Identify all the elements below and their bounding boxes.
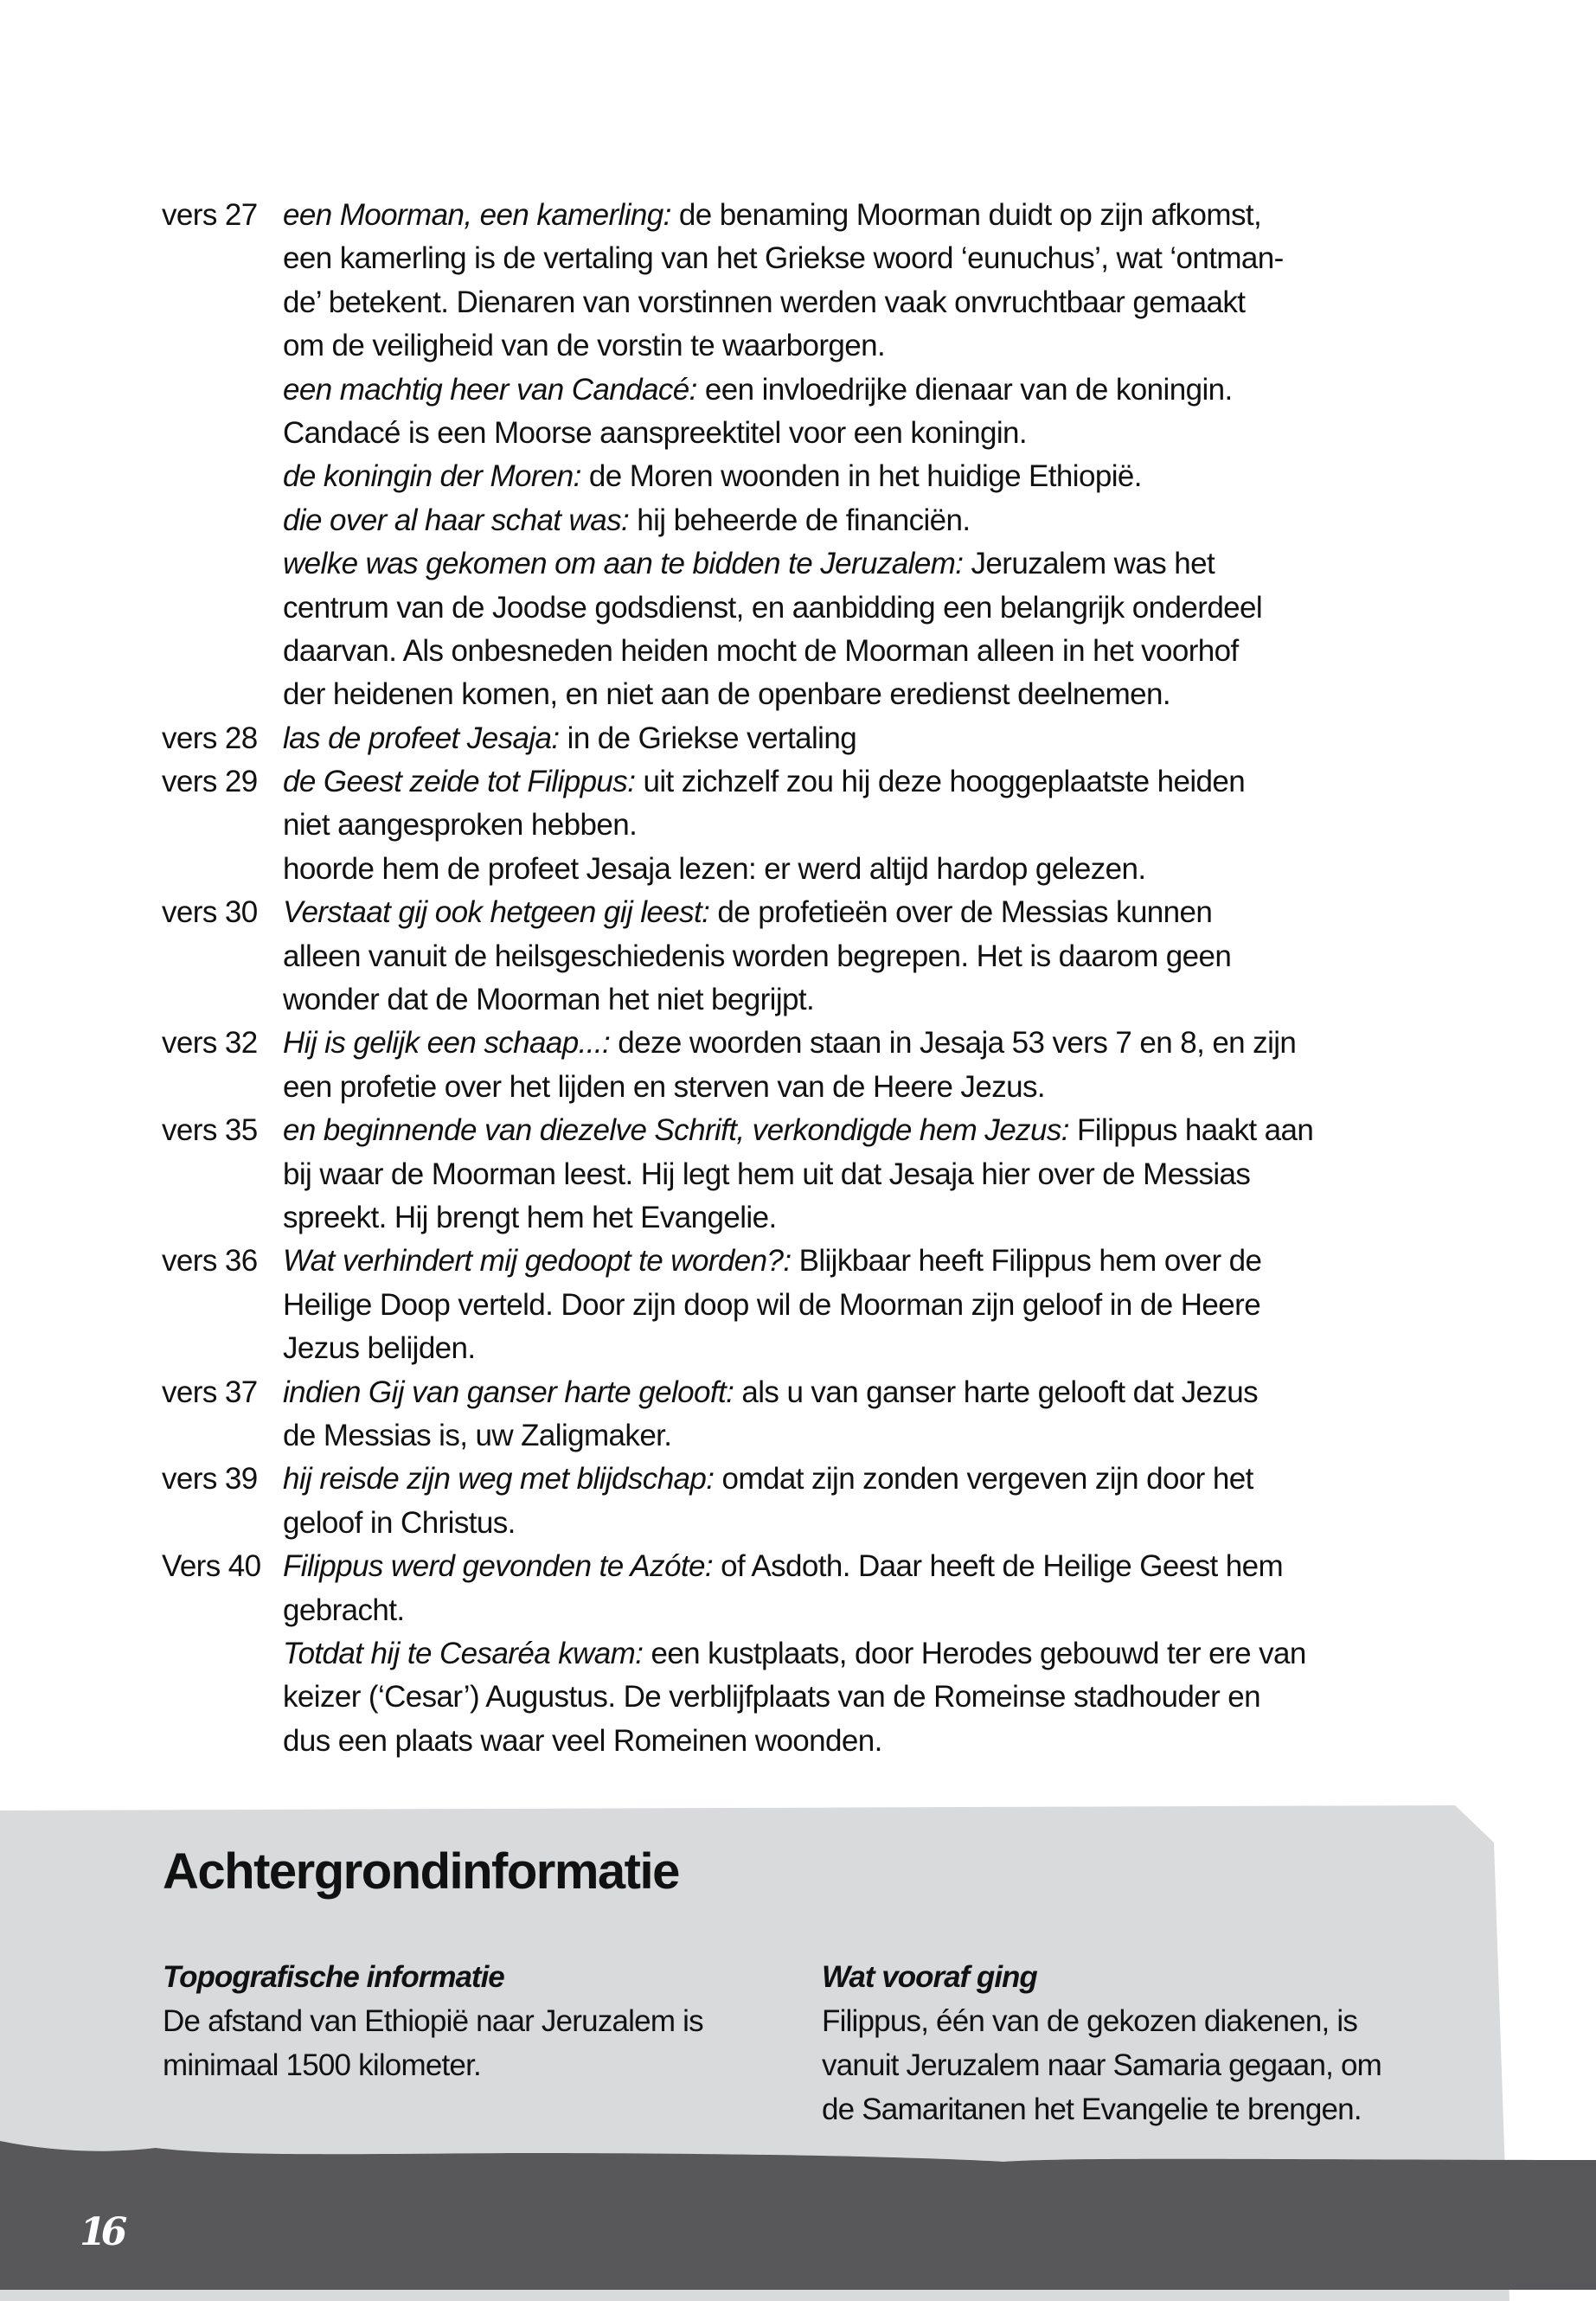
note-line	[162, 1414, 1459, 1458]
verse-label	[162, 412, 283, 455]
note-text	[283, 978, 814, 1022]
note-term: indien Gij van ganser harte gelooft:	[283, 1375, 734, 1409]
note-line	[162, 1153, 1459, 1196]
note-text	[283, 412, 1027, 455]
note-term: Filippus werd gevonden te Azóte:	[283, 1549, 714, 1584]
prior-events-column	[822, 1955, 1427, 2131]
note-line	[162, 1240, 1459, 1283]
verse-label	[162, 978, 283, 1022]
note-line	[162, 1022, 1459, 1065]
note-line	[162, 760, 1459, 804]
note-explanation: om de veiligheid van de vorstin te waarborgen.	[283, 329, 886, 363]
note-text	[283, 1196, 777, 1240]
note-term: de Geest zeide tot Filippus:	[283, 765, 636, 799]
note-explanation: keizer (‘Cesar’) Augustus. De verblijfplaats van de Romeinse stadhouder en	[283, 1680, 1260, 1715]
verse-label	[162, 1632, 283, 1676]
verse-notes	[162, 194, 1459, 1763]
note-term: las de profeet Jesaja:	[283, 721, 560, 755]
note-explanation: niet aangesproken hebben.	[283, 808, 638, 843]
prior-events-line: Filippus, één van de gekozen diakenen, is	[822, 2004, 1358, 2038]
note-line	[162, 281, 1459, 324]
section-heading: Achtergrondinformatie	[163, 1843, 679, 1900]
verse-label: vers 39	[162, 1462, 258, 1497]
note-line	[162, 455, 1459, 498]
note-text	[283, 760, 1245, 804]
note-line	[162, 630, 1459, 673]
note-explanation: dus een plaats waar veel Romeinen woonden.	[283, 1723, 882, 1758]
note-line	[162, 1676, 1459, 1719]
note-line	[162, 1284, 1459, 1327]
verse-label	[162, 1066, 283, 1109]
note-text	[283, 1371, 1258, 1414]
note-line	[162, 673, 1459, 716]
note-text	[283, 1414, 671, 1458]
note-term: Hij is gelijk een schaap...:	[283, 1026, 611, 1061]
verse-label	[162, 1153, 283, 1196]
note-line	[162, 542, 1459, 586]
note-explanation: daarvan. Als onbesneden heiden mocht de Moorman alleen in het voorhof	[283, 633, 1239, 668]
note-explanation: alleen vanuit de heilsgeschiedenis worden begrepen. Het is daarom geen	[283, 939, 1232, 973]
note-line	[162, 499, 1459, 542]
note-term: en beginnende van diezelve Schrift, verkondigde hem Jezus:	[283, 1113, 1069, 1148]
verse-label: vers 29	[162, 765, 258, 799]
note-line	[162, 1327, 1459, 1370]
note-explanation: Heilige Doop verteld. Door zijn doop wil de Moorman zijn geloof in de Heere	[283, 1287, 1261, 1322]
note-text	[283, 1327, 476, 1370]
verse-label	[162, 673, 283, 716]
note-explanation: als u van ganser harte gelooft dat Jezus	[734, 1375, 1259, 1409]
note-explanation: een profetie over het lijden en sterven van de Heere Jezus.	[283, 1069, 1045, 1104]
note-explanation: de profetieën over de Messias kunnen	[709, 895, 1213, 930]
verse-label: vers 27	[162, 198, 258, 232]
note-line	[162, 848, 1459, 891]
verse-label: vers 32	[162, 1026, 258, 1061]
note-explanation: deze woorden staan in Jesaja 53 vers 7 en 8, en zijn	[610, 1026, 1297, 1061]
note-explanation: Jezus belijden.	[283, 1331, 476, 1366]
topography-column	[163, 1955, 768, 2087]
note-explanation: der heidenen komen, en niet aan de openbare eredienst deelnemen.	[283, 677, 1171, 712]
note-explanation: gebracht.	[283, 1593, 405, 1627]
verse-label	[162, 586, 283, 630]
note-explanation: Candacé is een Moorse aanspreektitel voor een koningin.	[283, 415, 1028, 450]
verse-label: vers 35	[162, 1113, 258, 1148]
note-line	[162, 935, 1459, 978]
note-line	[162, 194, 1459, 237]
verse-label	[162, 1414, 283, 1458]
note-text	[283, 804, 637, 847]
note-text	[283, 1545, 1283, 1588]
verse-label	[162, 1196, 283, 1240]
note-text	[283, 499, 971, 542]
note-line	[162, 1109, 1459, 1152]
verse-label	[162, 455, 283, 498]
note-explanation: geloof in Christus.	[283, 1505, 516, 1540]
note-line	[162, 1720, 1459, 1763]
page-number: 16	[80, 2210, 123, 2254]
note-text	[283, 848, 1145, 891]
note-text	[283, 1066, 1045, 1109]
note-explanation: spreekt. Hij brengt hem het Evangelie.	[283, 1200, 777, 1234]
note-text	[283, 1502, 516, 1545]
note-explanation: hoorde hem de profeet Jesaja lezen: er werd altijd hardop gelezen.	[283, 851, 1146, 886]
note-line	[162, 1502, 1459, 1545]
note-line	[162, 891, 1459, 934]
verse-label	[162, 499, 283, 542]
note-text	[283, 1022, 1296, 1065]
note-line	[162, 1196, 1459, 1240]
verse-label	[162, 542, 283, 586]
note-term: welke was gekomen om aan te bidden te Jeruzalem:	[283, 547, 964, 581]
note-text	[283, 194, 1261, 237]
note-text	[283, 542, 1215, 586]
note-text	[283, 369, 1233, 412]
note-text	[283, 1676, 1260, 1719]
verse-label	[162, 324, 283, 368]
note-line	[162, 1066, 1459, 1109]
topography-line: De afstand van Ethiopië naar Jeruzalem is	[163, 2004, 703, 2038]
verse-label: vers 36	[162, 1244, 258, 1279]
note-text	[283, 281, 1245, 324]
note-line	[162, 1371, 1459, 1414]
verse-label: Vers 40	[162, 1549, 261, 1584]
note-explanation: de benaming Moorman duidt op zijn afkomst,	[670, 198, 1262, 232]
prior-events-line: de Samaritanen het Evangelie te brengen.	[822, 2093, 1362, 2126]
note-line	[162, 369, 1459, 412]
verse-label	[162, 1589, 283, 1632]
verse-label: vers 30	[162, 895, 258, 930]
note-line	[162, 1632, 1459, 1676]
verse-label	[162, 630, 283, 673]
note-text	[283, 935, 1231, 978]
note-explanation: de’ betekent. Dienaren van vorstinnen werden vaak onvruchtbaar gemaakt	[283, 285, 1246, 319]
note-text	[283, 630, 1239, 673]
verse-label	[162, 935, 283, 978]
verse-label	[162, 281, 283, 324]
prior-events-title: Wat vooraf ging	[822, 1960, 1037, 1994]
note-explanation: uit zichzelf zou hij deze hooggeplaatste heiden	[635, 765, 1246, 799]
verse-label	[162, 1284, 283, 1327]
note-text	[283, 1632, 1306, 1676]
note-text	[283, 717, 856, 760]
verse-label	[162, 237, 283, 280]
note-text	[283, 324, 885, 368]
note-explanation: een invloedrijke dienaar van de koningin.	[696, 372, 1233, 407]
note-explanation: centrum van de Joodse godsdienst, en aanbidding een belangrijk onderdeel	[283, 590, 1263, 625]
note-text	[283, 1720, 882, 1763]
note-explanation: in de Griekse vertaling	[559, 721, 857, 755]
note-explanation: Blijkbaar heeft Filippus hem over de	[791, 1244, 1262, 1279]
verse-label	[162, 1502, 283, 1545]
note-text	[283, 586, 1262, 630]
note-explanation: hij beheerde de financiën.	[629, 503, 971, 537]
note-term: hij reisde zijn weg met blijdschap:	[283, 1462, 715, 1497]
note-line	[162, 978, 1459, 1022]
verse-label	[162, 1676, 283, 1719]
note-text	[283, 1284, 1260, 1327]
note-line	[162, 1458, 1459, 1501]
note-line	[162, 1545, 1459, 1588]
note-line	[162, 324, 1459, 368]
note-explanation: wonder dat de Moorman het niet begrijpt.	[283, 983, 815, 1017]
note-explanation: bij waar de Moorman leest. Hij legt hem uit dat Jesaja hier over de Messias	[283, 1157, 1251, 1191]
note-explanation: Jeruzalem was het	[963, 547, 1215, 581]
note-explanation: of Asdoth. Daar heeft de Heilige Geest hem	[713, 1549, 1284, 1584]
note-term: Wat verhindert mij gedoopt te worden?:	[283, 1244, 792, 1279]
note-term: Verstaat gij ook hetgeen gij leest:	[283, 895, 710, 930]
note-text	[283, 1153, 1250, 1196]
footer-band	[0, 2141, 1596, 2290]
verse-label	[162, 1327, 283, 1370]
note-text	[283, 1240, 1261, 1283]
note-term: de koningin der Moren:	[283, 459, 581, 494]
note-text	[283, 237, 1284, 280]
note-text	[283, 455, 1142, 498]
note-explanation: de Messias is, uw Zaligmaker.	[283, 1418, 672, 1452]
note-text	[283, 1458, 1253, 1501]
note-line	[162, 804, 1459, 847]
topography-title: Topografische informatie	[163, 1960, 504, 1994]
prior-events-line: vanuit Jeruzalem naar Samaria gegaan, om	[822, 2048, 1381, 2082]
note-term: een machtig heer van Candacé:	[283, 372, 697, 407]
note-explanation: de Moren woonden in het huidige Ethiopië.	[580, 459, 1142, 494]
verse-label	[162, 1720, 283, 1763]
note-line	[162, 717, 1459, 760]
note-explanation: een kamerling is de vertaling van het Griekse woord ‘eunuchus’, wat ‘ontman-	[283, 241, 1284, 276]
note-term: Totdat hij te Cesaréa kwam:	[283, 1636, 644, 1670]
verse-label	[162, 369, 283, 412]
note-line	[162, 237, 1459, 280]
verse-label	[162, 848, 283, 891]
note-term: een Moorman, een kamerling:	[283, 198, 671, 232]
topography-line: minimaal 1500 kilometer.	[163, 2048, 481, 2082]
verse-label: vers 37	[162, 1375, 258, 1409]
verse-label: vers 28	[162, 721, 258, 755]
note-explanation: Filippus haakt aan	[1068, 1113, 1314, 1148]
note-term: die over al haar schat was:	[283, 503, 630, 537]
note-line	[162, 586, 1459, 630]
note-text	[283, 891, 1212, 934]
note-line	[162, 1589, 1459, 1632]
note-text	[283, 673, 1170, 716]
note-explanation: omdat zijn zonden vergeven zijn door het	[714, 1462, 1253, 1497]
note-explanation: een kustplaats, door Herodes gebouwd ter ere van	[643, 1636, 1306, 1670]
note-text	[283, 1589, 405, 1632]
verse-label	[162, 804, 283, 847]
note-line	[162, 412, 1459, 455]
note-text	[283, 1109, 1313, 1152]
